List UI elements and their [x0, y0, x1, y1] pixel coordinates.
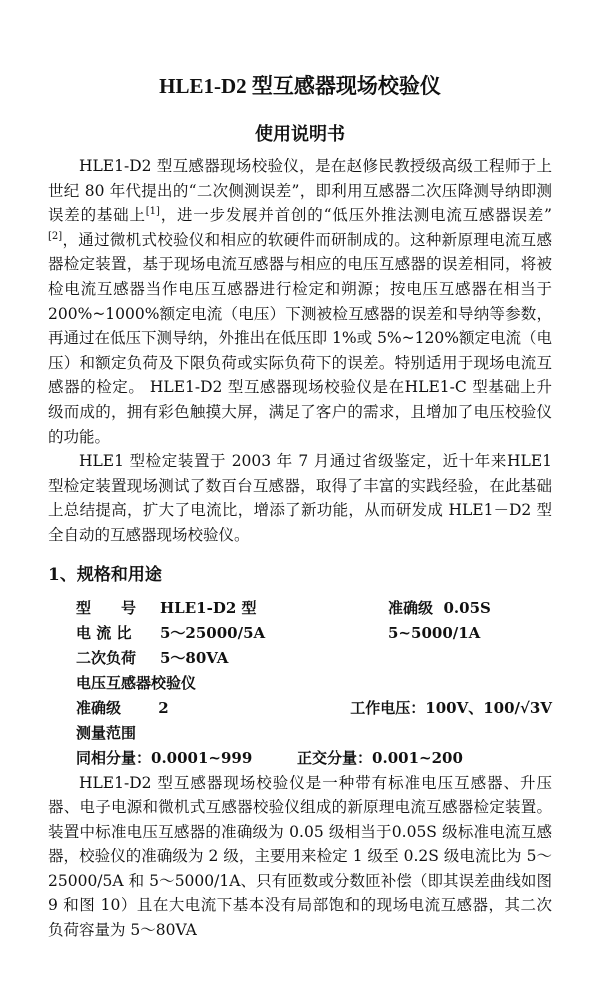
spec-row-model [76, 596, 552, 621]
spec-value: 5～25000/5A [160, 623, 266, 642]
spec-label: 二次负荷 [76, 648, 137, 667]
spec-label: 电压互感器校验仪 [76, 673, 197, 692]
spec-value: 5～80VA [160, 648, 229, 667]
section-heading: 1、规格和用途 [48, 564, 162, 585]
spec-row-measure-range [76, 721, 552, 746]
spec-value-2: 0.05S [443, 598, 491, 617]
intro-text-c: ，通过微机式校验仪和相应的软硬件而研制成的。这种新原理电流互感器检定装置，基于现场电流互感器与相应的电压互感器的误差相同，将被检电流互感器当作电压互感器进行检定和朔源；按电压互感器在相当于 200%~1000%额定电流（电压）下测被检互感器的误差和导纳等参数，再通过在低压下测导纳，外推出在低压即 1%或 5%~120%额定电流（电压）和额定负荷及下限负荷或实际负荷下的误差。特别适用于现场电流互感器的检定。 HLE1-D2 型互感器现场校验仪是在HLE1-C 型基础上升级而成的，拥有彩色触摸大屏，满足了客户的需求，且增加了电压校验仪的功能。 [48, 230, 552, 446]
spec-value-extra: 5~5000/1A [388, 623, 481, 642]
spec-row-current-ratio [76, 621, 552, 646]
spec-label: 测量范围 [76, 723, 137, 742]
spec-value-2: 100V、100/√3V [425, 698, 552, 717]
spec-label: 电 流 比 [76, 623, 132, 642]
intro-text-b: ，进一步发展并首创的“低压外推法测电流互感器误差” [159, 206, 552, 225]
intro-paragraph-2: HLE1 型检定装置于 2003 年 7 月通过省级鉴定，近十年来HLE1 型检定装置现场测试了数百台互感器，取得了丰富的实践经验，在此基础上总结提高，扩大了电流比，增添了新功能，从而研发成 HLE1－D2 型全自动的互感器现场校验仪。 [48, 452, 552, 544]
spec-label: 型 号 [76, 598, 137, 617]
spec-value: 0.0001~999 [151, 748, 253, 767]
spec-label-2: 工作电压： [350, 698, 426, 717]
spec-row-burden [76, 646, 552, 671]
spec-value-2: 0.001~200 [372, 748, 463, 767]
spec-value: 2 [158, 698, 169, 717]
spec-label-2: 正交分量： [297, 748, 373, 767]
section-1-body: HLE1-D2 型互感器现场校验仪是一种带有标准电压互感器、升压器、电子电源和微机式互感器校验仪组成的新原理电流互感器检定装置。装置中标准电压互感器的准确级为 0.05 级相当于0.05S 级标准电流互感器，校验仪的准确级为 2 级，主要用来检定 1 级至 0.2S 级电流比为 5～25000/5A 和 5～5000/1A、只有匝数或分数匝补偿（即其误差曲线如图 9 和图 10）且在大电流下基本没有局部饱和的现场电流互感器，其二次负荷容量为 5～80VA [48, 773, 552, 940]
reference-1: [1] [145, 206, 160, 218]
spec-row-vt-accuracy [76, 696, 552, 721]
document-title: HLE1-D2 型互感器现场校验仪 [159, 74, 441, 98]
intro-paragraph-1 [48, 154, 552, 449]
spec-label-2: 准确级 [388, 598, 434, 617]
intro-text-a: HLE1-D2 型互感器现场校验仪，是在赵修民教授级高级工程师于上世纪 80 年代提出的“二次侧测误差”，即利用互感器二次压降测导纳即测误差的基础上 [48, 157, 552, 225]
spec-row-components [76, 746, 552, 771]
spec-table [76, 596, 552, 771]
spec-label: 准确级 [76, 698, 122, 717]
document-subtitle: 使用说明书 [255, 124, 345, 145]
spec-value: HLE1-D2 型 [160, 598, 257, 617]
spec-label: 同相分量： [76, 748, 152, 767]
spec-row-vt-calibrator [76, 671, 552, 696]
reference-2: [2] [48, 230, 63, 242]
